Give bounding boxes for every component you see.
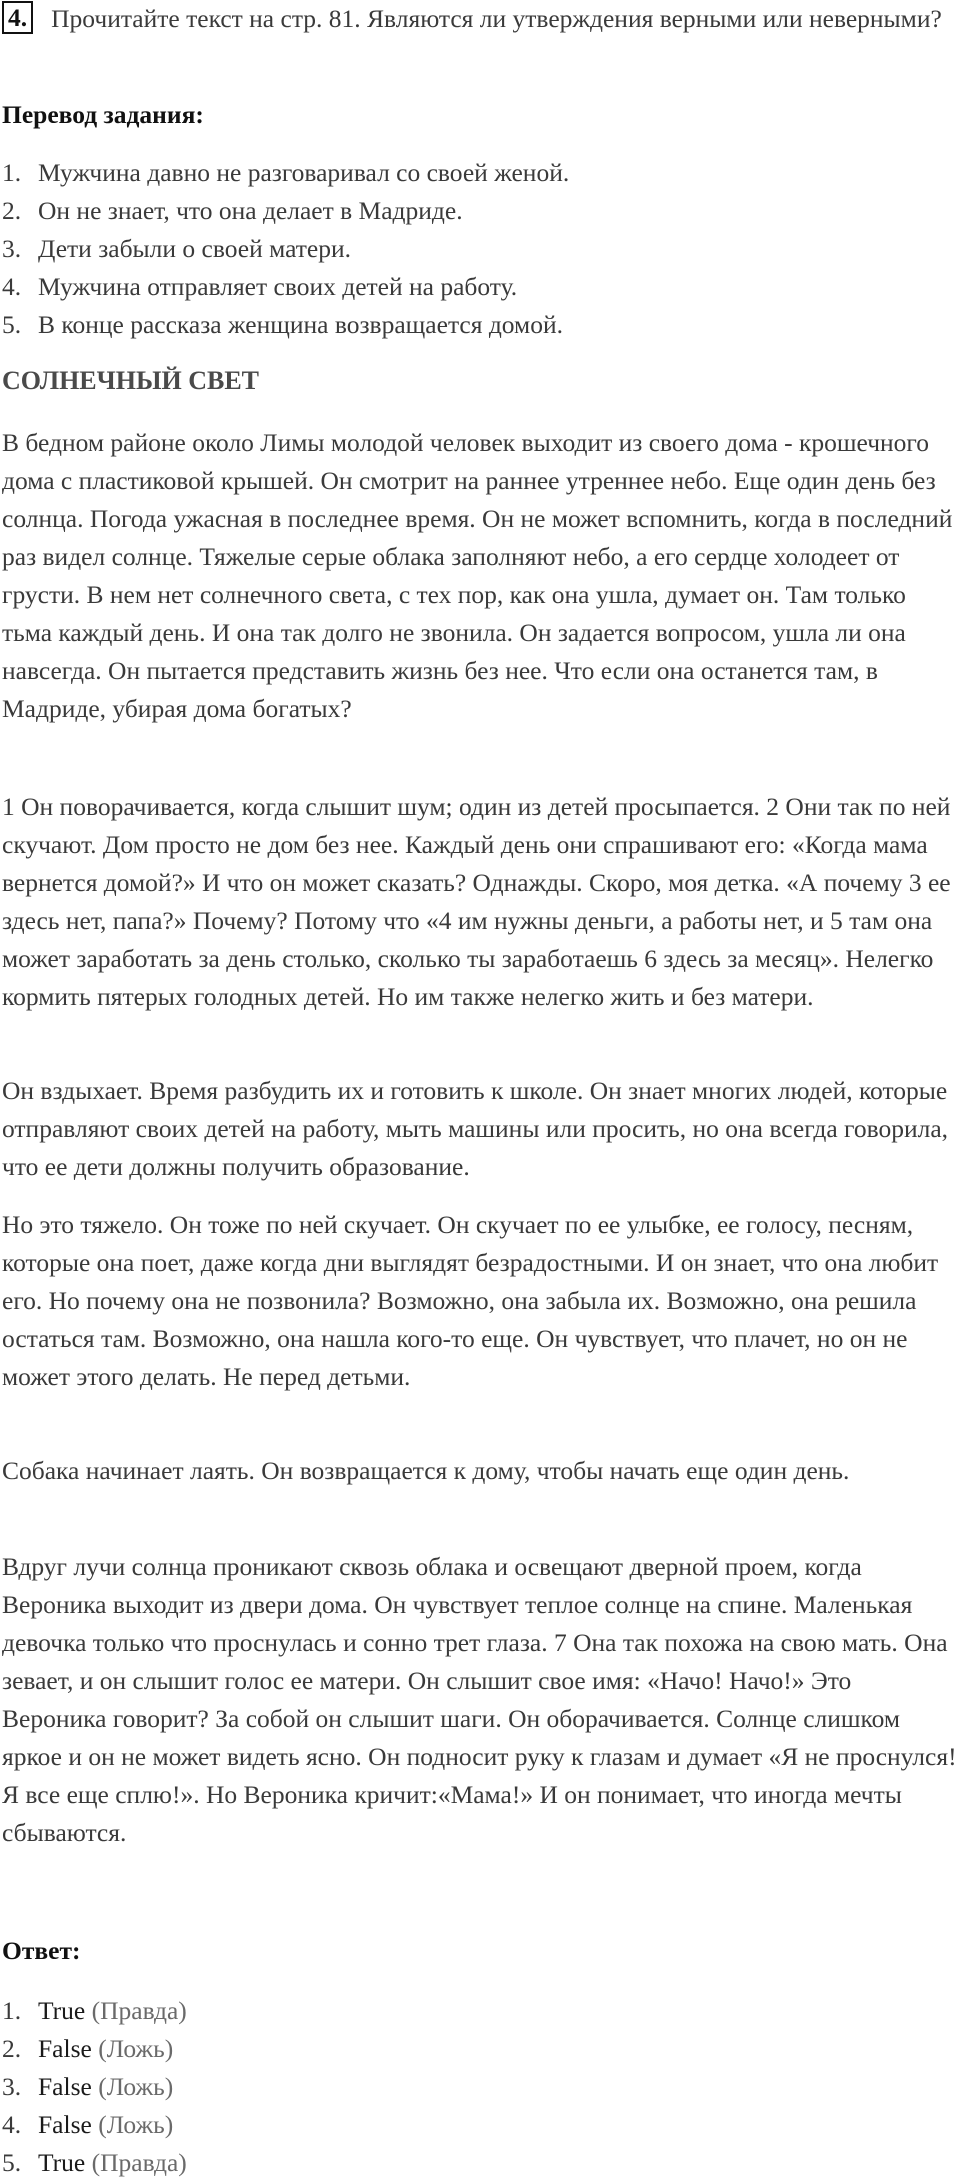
answer-heading: Ответ: [2,1936,81,1965]
list-item: 2. Он не знает, что она делает в Мадриде. [2,196,463,225]
story-paragraph: Собака начинает лаять. Он возвращается к дому, чтобы начать еще один день. [2,1456,850,1485]
story-paragraph: 1 Он поворачивается, когда слышит шум; один из детей просыпается. 2 Они так по ней скучают. Дом просто не дом без нее. Каждый день они спрашивают его: «Когда мама вернется домой?» И что он может сказать? Однажды. Скоро, моя детка. «А почему 3 ее здесь нет, папа?» Почему? Потому что «4 им нужны деньги, а работы нет, и 5 там она может заработать за день столько, сколько ты заработаешь 6 здесь за месяц». Нелегко кормить пятерых голодных детей. Но им также нелегко жить и без матери. [2,792,951,1011]
translation-heading: Перевод задания: [2,100,204,129]
list-item: 5. True (Правда) [2,2148,187,2177]
task-text: Прочитайте текст на стр. 81. Являются ли утверждения верными или неверными? [51,4,942,33]
list-item: 3. Дети забыли о своей матери. [2,234,351,263]
list-item: 4. False (Ложь) [2,2110,174,2139]
list-item: 2. False (Ложь) [2,2034,174,2063]
list-item: 4. Мужчина отправляет своих детей на работу. [2,272,518,301]
story-title: СОЛНЕЧНЫЙ СВЕТ [2,366,260,395]
list-item: 5. В конце рассказа женщина возвращается домой. [2,310,563,339]
list-item: 3. False (Ложь) [2,2072,174,2101]
story-paragraph: Но это тяжело. Он тоже по ней скучает. Он скучает по ее улыбке, ее голосу, песням, которые она поет, даже когда дни выглядят безрадостными. И он знает, что она любит его. Но почему она не позвонила? Возможно, она забыла их. Возможно, она решила остаться там. Возможно, она нашла кого-то еще. Он чувствует, что плачет, но он не может этого делать. Не перед детьми. [2,1210,939,1391]
story-paragraph: В бедном районе около Лимы молодой человек выходит из своего дома - крошечного дома с пластиковой крышей. Он смотрит на раннее утреннее небо. Еще один день без солнца. Погода ужасная в последнее время. Он не может вспомнить, когда в последний раз видел солнце. Тяжелые серые облака заполняют небо, а его сердце холодеет от грусти. В нем нет солнечного света, с тех пор, как она ушла, думает он. Там только тьма каждый день. И она так долго не звонила. Он задается вопросом, ушла ли она навсегда. Он пытается представить жизнь без нее. Что если она останется там, в Мадриде, убирая дома богатых? [2,428,953,723]
list-item: 1. True (Правда) [2,1996,187,2025]
story-paragraph: Он вздыхает. Время разбудить их и готовить к школе. Он знает многих людей, которые отправляют своих детей на работу, мыть машины или просить, но она всегда говорила, что ее дети должны получить образование. [2,1076,949,1181]
translation-list [0,154,569,344]
task-instruction [2,0,952,37]
story-paragraph: Вдруг лучи солнца проникают сквозь облака и освещают дверной проем, когда Вероника выходит из двери дома. Он чувствует теплое солнце на спине. Маленькая девочка только что проснулась и сонно трет глаза. 7 Она так похожа на свою мать. Она зевает, и он слышит голос ее матери. Он слышит свое имя: «Начо! Начо!» Это Вероника говорит? За собой он слышит шаги. Он оборачивается. Солнце слишком яркое и он не может видеть ясно. Он подносит руку к глазам и думает «Я не проснулся! Я все еще сплю!». Но Вероника кричит:«Мама!» И он понимает, что иногда мечты сбываются. [2,1552,957,1847]
task-number-box: 4. [2,1,33,34]
list-item: 1. Мужчина давно не разговаривал со своей женой. [2,158,570,187]
answer-list [0,1992,187,2182]
